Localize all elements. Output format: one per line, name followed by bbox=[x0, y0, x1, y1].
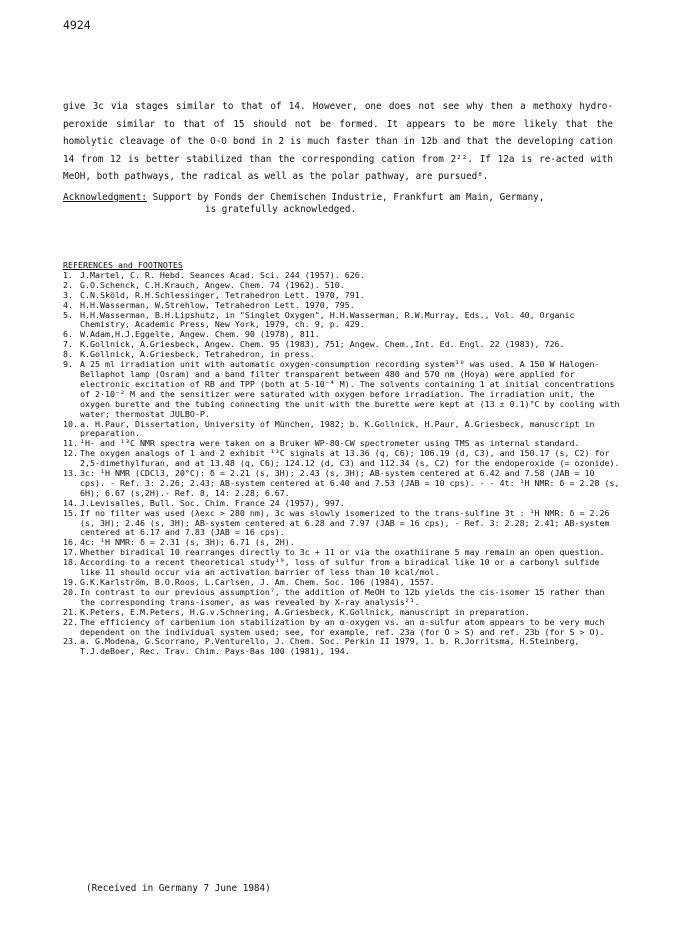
reference-text: ¹H- and ¹³C NMR spectra were taken on a Bruker WP-80-CW spectrometer using TMS as internal standard. bbox=[80, 438, 580, 449]
references-title: REFERENCES and FOOTNOTES bbox=[63, 260, 183, 270]
reference-item bbox=[63, 509, 623, 539]
reference-item bbox=[63, 618, 623, 638]
reference-text: 3c: ¹H NMR (CDCl3, 20°C): δ = 2.21 (s, 3H); 2.43 (s, 3H); AB-system centered at 6.42 and 7.58 (JAB = 10 cps). - Ref. 3: 2.26; 2.43; AB-system centered at 6.40 and 7.53 (JAB = 10 cps). - - 4t: ¹H NMR: δ = 2.28 (s, 6H); 6.67 (s,2H).- Ref. 8, 14: 2.28; 6.67. bbox=[80, 468, 620, 498]
reference-text: H.H.Wasserman, W.Strehlow, Tetrahedron Lett. 1970, 795. bbox=[80, 299, 355, 310]
reference-number: 18. bbox=[63, 557, 78, 568]
reference-item bbox=[63, 469, 623, 499]
reference-number: 9. bbox=[63, 359, 73, 370]
acknowledgment-text-2: is gratefully acknowledged. bbox=[205, 203, 357, 215]
acknowledgment-label: Acknowledgment: bbox=[63, 191, 147, 203]
references-section bbox=[63, 261, 623, 657]
reference-text: According to a recent theoretical study¹⁹, loss of sulfur from a biradical like 10 or a carbonyl sulfide like 11 should occur via an activation barrier of less than 10 kcal/mol. bbox=[80, 557, 600, 578]
reference-number: 16. bbox=[63, 537, 78, 548]
reference-item bbox=[63, 449, 623, 469]
reference-number: 4. bbox=[63, 299, 73, 310]
reference-list bbox=[63, 271, 623, 657]
reference-number: 17. bbox=[63, 547, 78, 558]
reference-item bbox=[63, 311, 623, 331]
reference-text: a. H.Paur, Dissertation, University of München, 1982; b. K.Gollnick, H.Paur, A.Griesbeck, manuscript in preparation. bbox=[80, 418, 595, 439]
reference-number: 1. bbox=[63, 269, 73, 280]
reference-item bbox=[63, 637, 623, 657]
reference-number: 22. bbox=[63, 616, 78, 627]
reference-text: C.N.Sköld, R.H.Schlessinger, Tetrahedron Lett. 1970, 791. bbox=[80, 289, 365, 300]
page-number: 4924 bbox=[63, 18, 91, 32]
paragraph: give 3c via stages similar to that of 14. However, one does not see why then a methoxy hydro-peroxide similar to that of 15 should not be formed. It appears to be more likely that the homolytic cleavage of the O-O bond in 2 is much faster than in 12b and that the developing cation 14 from 12 is better stabilized than the corresponding cation from 2²². If 12a is re-acted with MeOH, both pathways, the radical as well as the polar pathway, are pursued⁸. bbox=[63, 101, 613, 182]
reference-text: The oxygen analogs of 1 and 2 exhibit ¹³C signals at 13.36 (q, C6); 106.19 (d, C3), and 150.17 (s, C2) for 2,5-dimethylfuran, and at 13.48 (q, C6); 124.12 (d, C3) and 112.34 (s, C2) for the endoperoxide (= ozonide). bbox=[80, 448, 620, 469]
reference-text: J.Levisalles, Bull. Soc. Chim. France 24 (1957), 997. bbox=[80, 497, 345, 508]
reference-text: H.H.Wasserman, B.H.Lipshutz, in "Singlet Oxygen", H.H.Wasserman, R.W.Murray, Eds., Vol. 40, Organic Chemistry, Academic Press, New York, 1979, ch. 9, p. 429. bbox=[80, 309, 575, 330]
reference-number: 11. bbox=[63, 438, 78, 449]
reference-text: A 25 ml irradiation unit with automatic oxygen-consumption recording system¹⁰ was used. A 150 W Halogen-Bellaphot lamp (Osram) and a band filter transparent between 480 and 570 nm (Hoya) were applied for electronic excitation of RB and TPP (both at 5·10⁻⁴ M). The solvents containing 1 at initial concentrations of 2·10⁻² M and the sensitizer were saturated with oxygen before irradiation. The irradiation unit, the oxygen burette and the tubing connecting the unit with the burette were kept at (13 ± 0.1)°C by cooling with water; thermostat JULBO-P. bbox=[80, 359, 620, 419]
reference-text: If no filter was used (λexc > 280 nm), 3c was slowly isomerized to the trans-sulfine 3t : ¹H NMR: δ = 2.26 (s, 3H); 2.46 (s, 3H); AB-system centered at 6.28 and 7.97 (JAB = 16 cps), - Ref. 3: 2.28; 2.41; AB-system centered at 6.17 and 7.83 (JAB = 16 cps). bbox=[80, 507, 610, 538]
reference-item bbox=[63, 420, 623, 440]
received-date: (Received in Germany 7 June 1984) bbox=[86, 883, 271, 894]
reference-text: Whether biradical 10 rearranges directly to 3c + 11 or via the oxathiirane 5 may remain an open question. bbox=[80, 547, 605, 558]
acknowledgment bbox=[63, 192, 613, 216]
reference-number: 5. bbox=[63, 309, 73, 320]
reference-number: 19. bbox=[63, 577, 78, 587]
reference-text: K.Peters, E.M.Peters, H.G.v.Schnering, A.Griesbeck, K.Gollnick, manuscript in preparation. bbox=[80, 606, 530, 617]
acknowledgment-text: Support by Fonds der Chemischen Industrie, Frankfurt am Main, Germany, bbox=[146, 191, 545, 203]
body-text bbox=[63, 98, 613, 216]
reference-text: J.Martel, C. R. Hebd. Seances Acad. Sci. 244 (1957). 626. bbox=[80, 269, 365, 280]
reference-number: 23. bbox=[63, 636, 78, 647]
reference-item bbox=[63, 360, 623, 419]
reference-text: K.Gollnick, A.Griesbeck, Angew. Chem. 95 (1983), 751; Angew. Chem.,Int. Ed. Engl. 22 (1983), 726. bbox=[80, 339, 565, 350]
reference-item bbox=[63, 588, 623, 608]
reference-number: 21. bbox=[63, 606, 78, 617]
reference-text: The efficiency of carbenium ion stabilization by an α-oxygen vs. an α-sulfur atom appears to be very much dependent on the individual system used; see, for example, ref. 23a (for O > S) and ref. 23b (for S > O). bbox=[80, 616, 605, 637]
reference-number: 3. bbox=[63, 289, 73, 300]
reference-number: 15. bbox=[63, 507, 78, 518]
reference-number: 2. bbox=[63, 279, 73, 290]
reference-text: In contrast to our previous assumption⁷, the addition of MeOH to 12b yields the cis-isomer 15 rather than the corresponding trans-isomer, as was revealed by X-ray analysis²¹. bbox=[80, 586, 605, 607]
reference-text: K.Gollnick, A.Griesbeck, Tetrahedron, in press. bbox=[80, 349, 315, 360]
reference-number: 12. bbox=[63, 448, 78, 459]
reference-number: 10. bbox=[63, 418, 78, 429]
reference-number: 20. bbox=[63, 586, 78, 597]
reference-number: 8. bbox=[63, 349, 73, 360]
reference-number: 13. bbox=[63, 468, 78, 479]
reference-text: G.O.Schenck, C.H.Krauch, Angew. Chem. 74 (1962). 510. bbox=[80, 279, 345, 290]
reference-number: 14. bbox=[63, 497, 78, 508]
reference-number: 6. bbox=[63, 329, 73, 340]
reference-text: a. G.Modena, G.Scorrano, P.Venturello, J. Chem. Soc. Perkin II 1979, 1. b. R.Jorritsma, H.Steinberg, T.J.deBoer, Rec. Trav. Chim. Pays-Bas 100 (1981), 194. bbox=[80, 636, 580, 657]
reference-text: 4c: ¹H NMR: δ = 2.31 (s, 3H); 6.71 (s, 2H). bbox=[80, 537, 295, 548]
reference-item bbox=[63, 558, 623, 578]
reference-text: W.Adam,H.J.Eggelte, Angew. Chem. 90 (1978), 811. bbox=[80, 329, 320, 340]
reference-number: 7. bbox=[63, 339, 73, 350]
reference-text: G.K.Karlström, B.O.Roos, L.Carlsen, J. Am. Chem. Soc. 106 (1984), 1557. bbox=[80, 577, 435, 587]
